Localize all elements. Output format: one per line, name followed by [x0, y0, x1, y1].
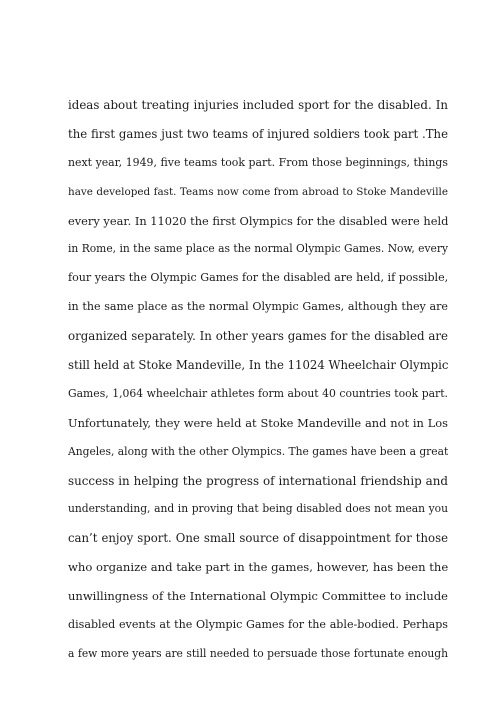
body-text [68, 91, 448, 669]
text-line: still held at Stoke Mandeville, In the 11024 Wheelchair Olympic [68, 358, 448, 373]
text-line: success in helping the progress of international friendship and [68, 473, 448, 488]
text-line: disabled events at the Olympic Games for the able-bodied. Perhaps [68, 618, 448, 632]
text-line: every year. In 11020 the first Olympics for the disabled were held [68, 213, 448, 228]
text-line: understanding, and in proving that being disabled does not mean you [68, 502, 448, 516]
text-line: a few more years are still needed to persuade those fortunate enough [68, 646, 448, 660]
text-line: unwillingness of the International Olympic Committee to include [68, 589, 448, 604]
text-line: Unfortunately, they were held at Stoke Mandeville and not in Los [68, 415, 448, 430]
text-line: who organize and take part in the games, however, has been the [68, 560, 448, 575]
text-line: organized separately. In other years games for the disabled are [68, 329, 448, 344]
text-line: Games, 1,064 wheelchair athletes form about 40 countries took part. [68, 386, 448, 400]
text-line: have developed fast. Teams now come from abroad to Stoke Mandeville [68, 185, 448, 198]
text-line: the first games just two teams of injured soldiers took part .The [68, 126, 448, 141]
text-line: next year, 1949, five teams took part. From those beginnings, things [68, 155, 448, 169]
text-line: four years the Olympic Games for the disabled are held, if possible, [68, 271, 448, 285]
text-line: can’t enjoy sport. One small source of disappointment for those [68, 531, 448, 546]
text-line: ideas about treating injuries included sport for the disabled. In [68, 98, 448, 112]
text-line: Angeles, along with the other Olympics. The games have been a great [68, 444, 448, 458]
text-line: in the same place as the normal Olympic Games, although they are [68, 300, 448, 314]
text-line: in Rome, in the same place as the normal Olympic Games. Now, every [68, 242, 448, 256]
